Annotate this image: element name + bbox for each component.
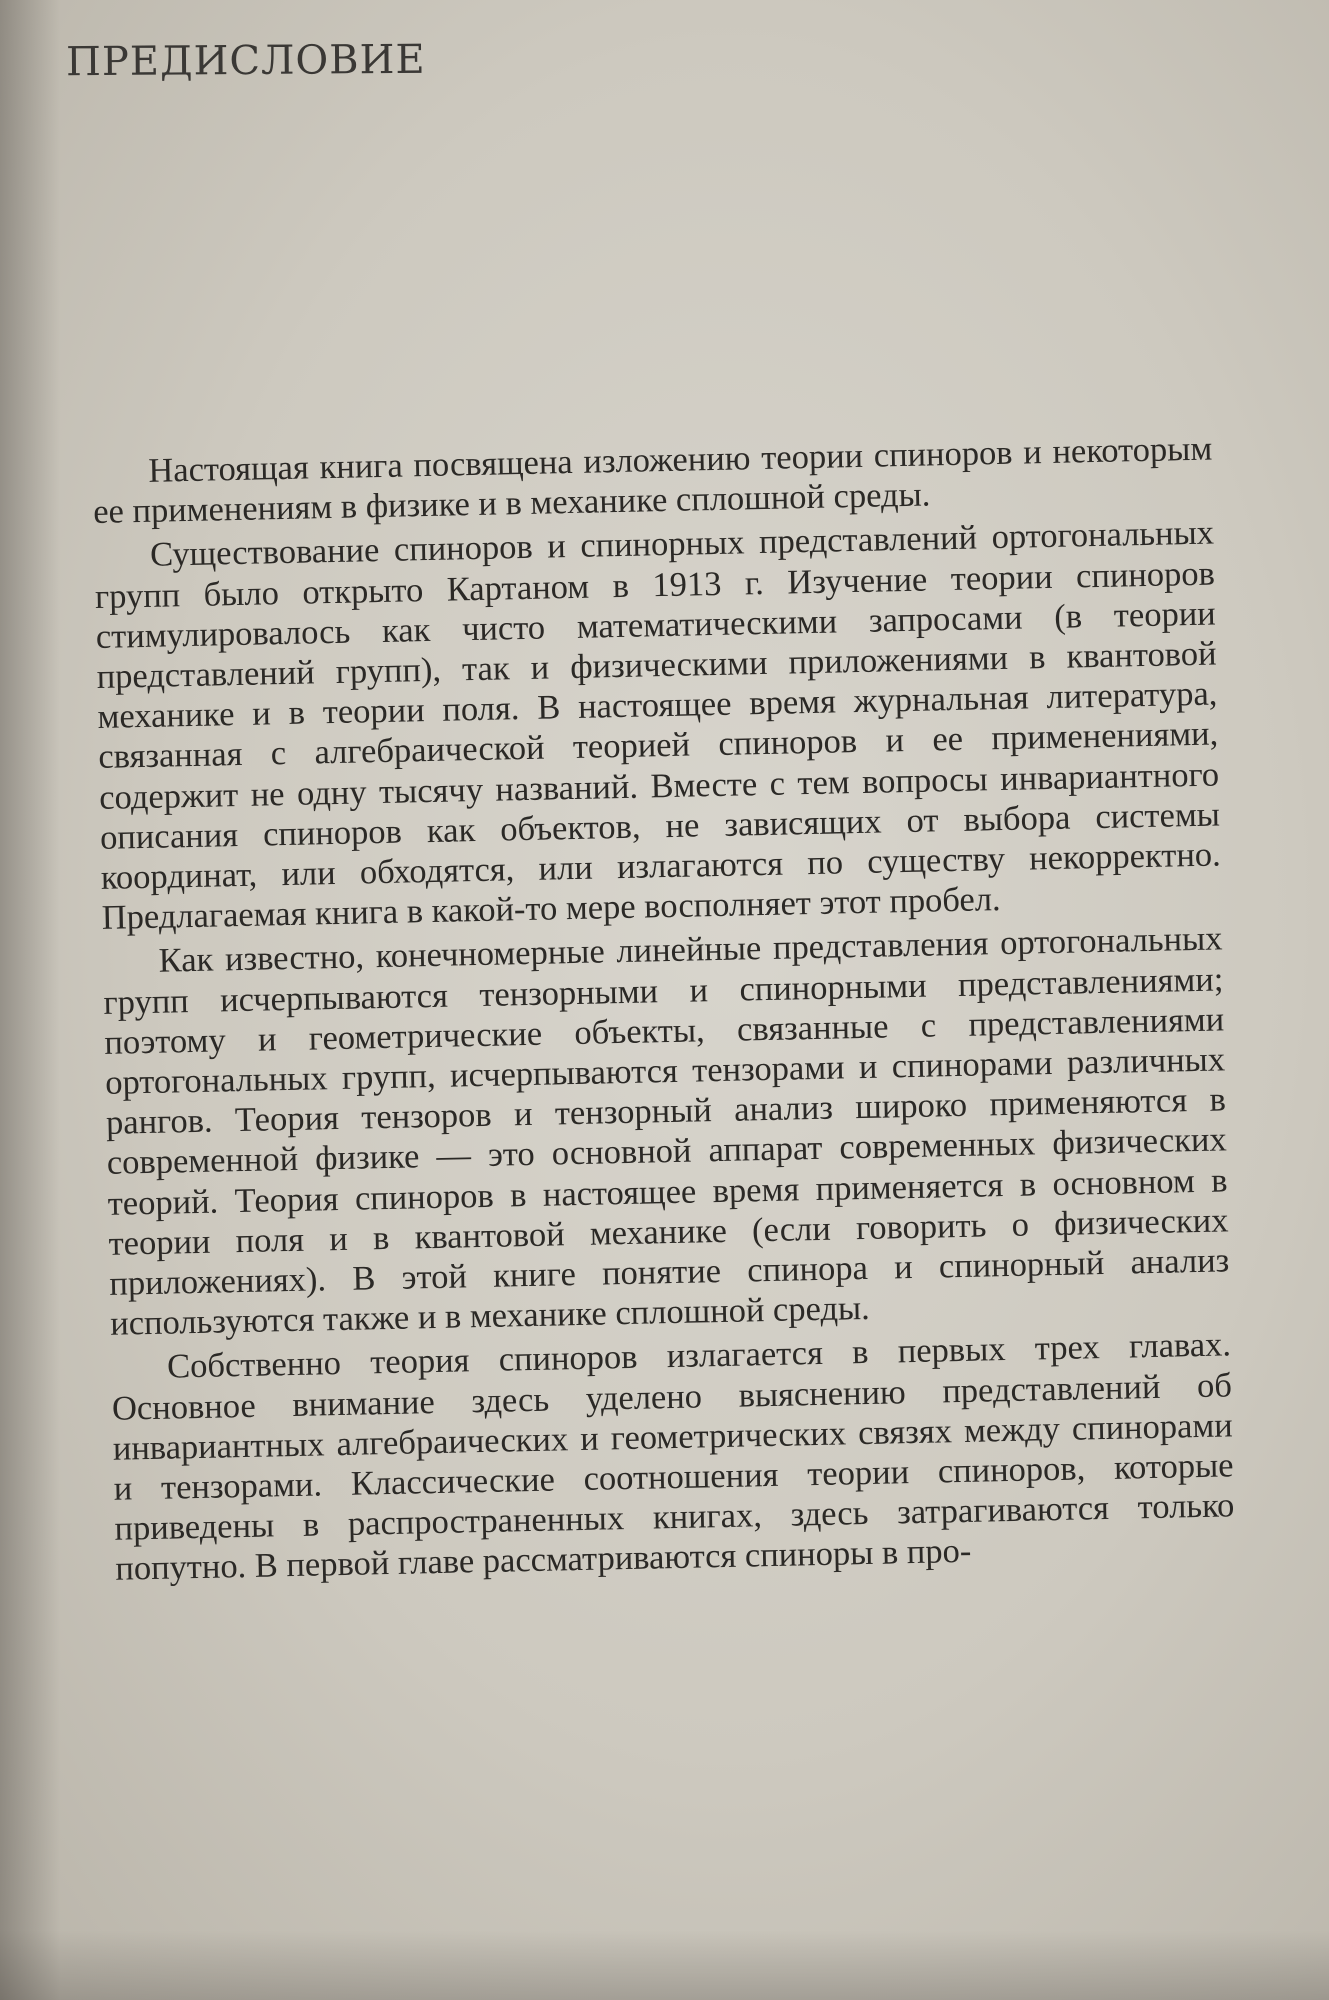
paragraph-2: Существование спиноров и спинорных представлений ортогональных групп было открыто Картаном в 1913 г. Изучение теории спиноров стимулировалось как чисто математическими запросами (в теории представлений групп), так и физическими приложениями в квантовой механике и в теории поля. В настоящее время журнальная литература, связанная с алгебраической теорией спиноров и ее применениями, содержит не одну тысячу названий. Вместе с тем вопросы инвариантного описания спиноров как объектов, не зависящих от выбора системы координат, или обходятся, или излагаются по существу некорректно. Предлагаемая книга в какой-то мере восполняет этот пробел. bbox=[94, 513, 1222, 938]
body-text bbox=[92, 429, 1236, 1590]
paragraph-1: Настоящая книга посвящена изложению теории спиноров и некоторым ее применениям в физике и в механике сплошной среды. bbox=[92, 429, 1213, 532]
paragraph-4: Собственно теория спиноров излагается в первых трех главах. Основное внимание здесь уделено выяснению представлений об инвариантных алгебраических и геометрических связях между спинорами и тензорами. Классические соотношения теории спиноров, которые приведены в распространенных книгах, здесь затрагиваются только попутно. В первой главе рассматриваются спиноры в про- bbox=[111, 1325, 1235, 1589]
paragraph-3: Как известно, конечномерные линейные представления ортогональных групп исчерпываются тензорными и спинорными представлениями; поэтому и геометрические объекты, связанные с представлениями ортогональных групп, исчерпываются тензорами и спинорами различных рангов. Теория тензоров и тензорный анализ широко применяются в современной физике — это основной аппарат современных физических теорий. Теория спиноров в настоящее время применяется в основном в теории поля и в квантовой механике (если говорить о физических приложениях). В этой книге понятие спинора и спинорный анализ используются также и в механике сплошной среды. bbox=[103, 919, 1230, 1344]
page-heading: ПРЕДИСЛОВИЕ bbox=[65, 36, 426, 86]
